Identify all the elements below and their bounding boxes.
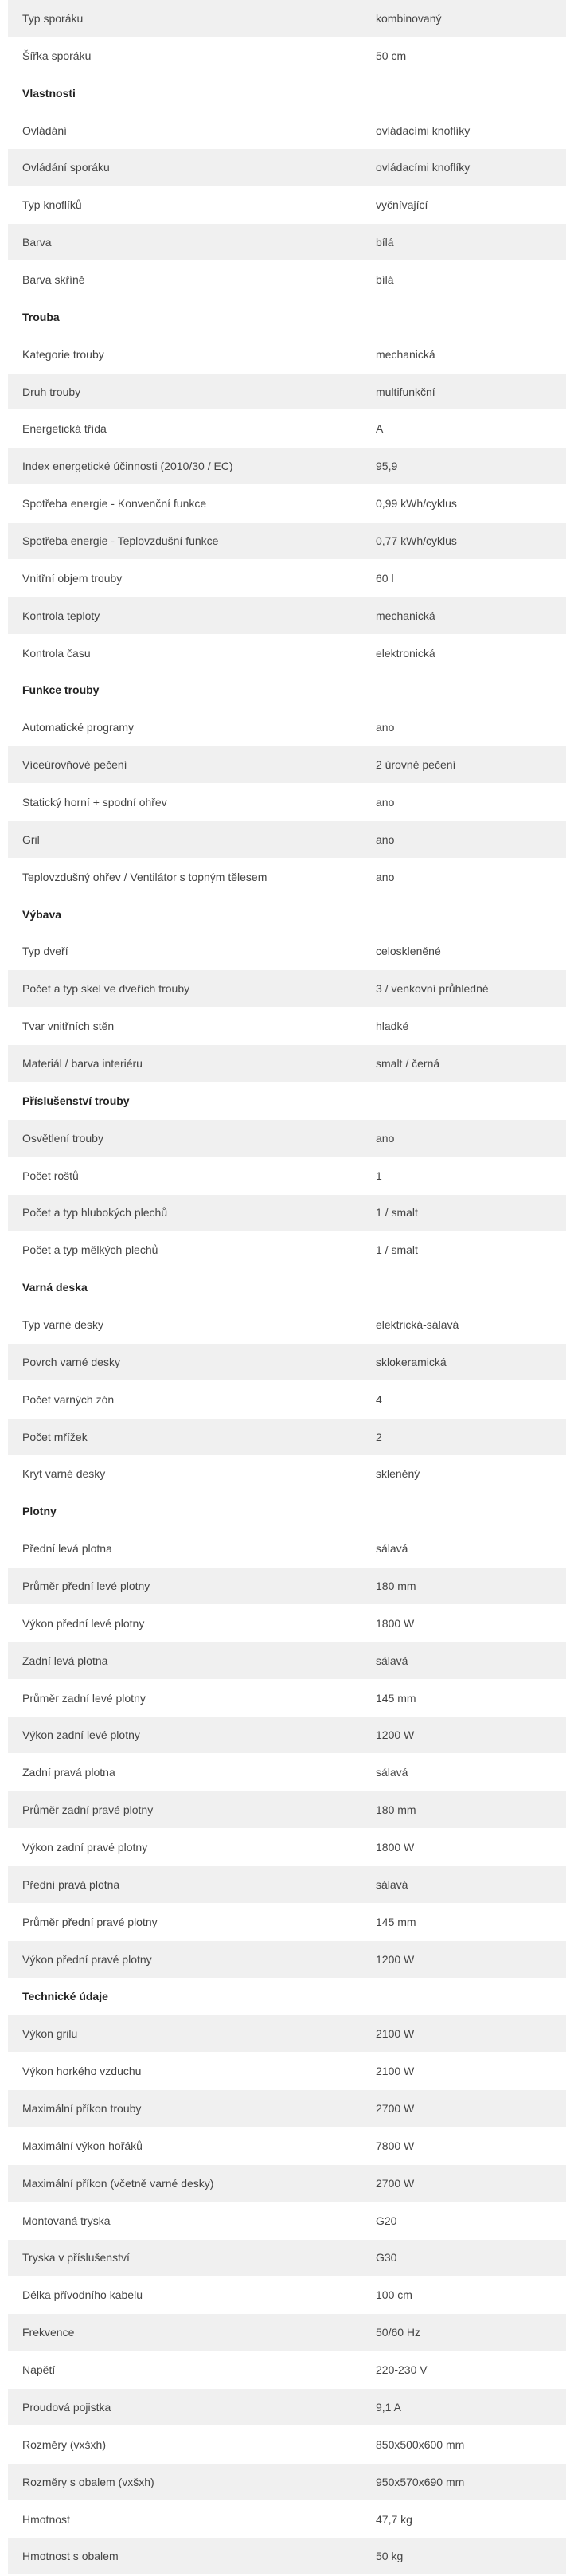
spec-label: Počet a typ mělkých plechů bbox=[22, 1243, 158, 1257]
spec-label: Ovládání sporáku bbox=[22, 161, 110, 174]
spec-row bbox=[8, 859, 566, 896]
spec-value: 9,1 A bbox=[376, 2400, 401, 2414]
spec-value: 50/60 Hz bbox=[376, 2326, 421, 2339]
spec-value: hladké bbox=[376, 1020, 409, 1033]
spec-label: Spotřeba energie - Teplovzdušní funkce bbox=[22, 534, 219, 547]
spec-label: Druh trouby bbox=[22, 385, 81, 398]
spec-value: 100 cm bbox=[376, 2288, 412, 2302]
spec-row bbox=[8, 1866, 566, 1904]
spec-label: Maximální výkon hořáků bbox=[22, 2139, 143, 2152]
spec-row bbox=[8, 2015, 566, 2053]
spec-label: Rozměry (vxšxh) bbox=[22, 2437, 107, 2451]
spec-row bbox=[8, 0, 566, 37]
spec-label: Počet a typ skel ve dveřích trouby bbox=[22, 982, 190, 996]
spec-value: 2 úrovně pečení bbox=[376, 758, 456, 772]
spec-label: Index energetické účinnosti (2010/30 / EC) bbox=[22, 460, 233, 473]
spec-value: 1200 W bbox=[376, 1952, 415, 1966]
spec-value: 145 mm bbox=[376, 1691, 416, 1705]
spec-value: 60 l bbox=[376, 571, 394, 585]
section-title: Funkce trouby bbox=[22, 683, 100, 697]
spec-value: 1800 W bbox=[376, 1841, 415, 1854]
spec-value: 0,77 kWh/cyklus bbox=[376, 534, 457, 547]
spec-value: elektronická bbox=[376, 646, 435, 660]
spec-label: Hmotnost bbox=[22, 2512, 70, 2526]
spec-label: Přední pravá plotna bbox=[22, 1877, 120, 1891]
spec-row bbox=[8, 523, 566, 560]
spec-value: 7800 W bbox=[376, 2139, 415, 2152]
spec-value: G30 bbox=[376, 2251, 397, 2265]
spec-label: Průměr zadní levé plotny bbox=[22, 1691, 146, 1705]
spec-row bbox=[8, 1642, 566, 1680]
spec-row bbox=[8, 1306, 566, 1344]
spec-row bbox=[8, 2090, 566, 2128]
spec-value: 47,7 kg bbox=[376, 2512, 412, 2526]
spec-row bbox=[8, 635, 566, 672]
spec-value: G20 bbox=[376, 2214, 397, 2227]
spec-value: vyčnívající bbox=[376, 198, 428, 212]
spec-label: Průměr zadní pravé plotny bbox=[22, 1803, 154, 1817]
spec-label: Barva bbox=[22, 236, 52, 249]
spec-value: 2700 W bbox=[376, 2102, 415, 2116]
spec-value: kombinovaný bbox=[376, 11, 442, 25]
spec-label: Teplovzdušný ohřev / Ventilátor s topným tělesem bbox=[22, 870, 267, 883]
section-header bbox=[8, 896, 566, 934]
section-header bbox=[8, 1979, 566, 2016]
spec-value: 1200 W bbox=[376, 1728, 415, 1742]
spec-label: Průměr přední pravé plotny bbox=[22, 1915, 158, 1928]
spec-label: Typ dveří bbox=[22, 945, 68, 958]
spec-row bbox=[8, 1045, 566, 1082]
spec-value: 50 cm bbox=[376, 49, 407, 62]
spec-row bbox=[8, 261, 566, 299]
spec-row bbox=[8, 2165, 566, 2202]
section-header bbox=[8, 75, 566, 112]
spec-label: Víceúrovňové pečení bbox=[22, 758, 127, 772]
spec-row bbox=[8, 1530, 566, 1568]
spec-value: ano bbox=[376, 1131, 395, 1145]
spec-label: Statický horní + spodní ohřev bbox=[22, 795, 167, 808]
section-title: Výbava bbox=[22, 907, 62, 921]
spec-value: 1 / smalt bbox=[376, 1206, 418, 1219]
spec-value: 850x500x600 mm bbox=[376, 2437, 465, 2451]
section-header bbox=[8, 1082, 566, 1120]
spec-row bbox=[8, 448, 566, 485]
spec-row bbox=[8, 112, 566, 150]
spec-label: Počet mřížek bbox=[22, 1430, 88, 1443]
spec-label: Zadní levá plotna bbox=[22, 1654, 108, 1667]
spec-row bbox=[8, 1195, 566, 1232]
spec-label: Automatické programy bbox=[22, 721, 135, 734]
spec-value: sálavá bbox=[376, 1654, 408, 1667]
spec-row bbox=[8, 1157, 566, 1195]
spec-value: skleněný bbox=[376, 1467, 420, 1481]
spec-row bbox=[8, 1344, 566, 1381]
spec-label: Osvětlení trouby bbox=[22, 1131, 103, 1145]
spec-value: celoskleněné bbox=[376, 945, 441, 958]
spec-label: Gril bbox=[22, 832, 40, 846]
spec-row bbox=[8, 2202, 566, 2240]
spec-value: 4 bbox=[376, 1392, 382, 1406]
spec-row bbox=[8, 410, 566, 448]
spec-label: Spotřeba energie - Konvenční funkce bbox=[22, 497, 207, 511]
section-title: Plotny bbox=[22, 1505, 57, 1518]
spec-value: elektrická-sálavá bbox=[376, 1318, 459, 1331]
spec-row bbox=[8, 1754, 566, 1791]
spec-value: smalt / černá bbox=[376, 1056, 440, 1070]
spec-row bbox=[8, 1941, 566, 1979]
spec-row bbox=[8, 2314, 566, 2351]
spec-row bbox=[8, 2426, 566, 2464]
spec-row bbox=[8, 821, 566, 859]
spec-label: Ovládání bbox=[22, 123, 68, 137]
spec-value: 2 bbox=[376, 1430, 382, 1443]
spec-label: Kryt varné desky bbox=[22, 1467, 106, 1481]
spec-value: ovládacími knoflíky bbox=[376, 161, 471, 174]
spec-label: Proudová pojistka bbox=[22, 2400, 111, 2414]
spec-label: Montovaná tryska bbox=[22, 2214, 111, 2227]
section-title: Varná deska bbox=[22, 1281, 88, 1294]
spec-row bbox=[8, 1568, 566, 1605]
spec-value: 50 kg bbox=[376, 2550, 404, 2563]
spec-row bbox=[8, 1791, 566, 1829]
spec-value: 1800 W bbox=[376, 1616, 415, 1630]
spec-row bbox=[8, 1381, 566, 1419]
spec-row bbox=[8, 336, 566, 374]
spec-row bbox=[8, 224, 566, 261]
spec-value: 180 mm bbox=[376, 1803, 416, 1817]
spec-label: Délka přívodního kabelu bbox=[22, 2288, 143, 2302]
spec-label: Typ varné desky bbox=[22, 1318, 103, 1331]
spec-label: Tvar vnitřních stěn bbox=[22, 1020, 115, 1033]
spec-label: Výkon grilu bbox=[22, 2027, 78, 2041]
spec-row bbox=[8, 1717, 566, 1755]
spec-value: ano bbox=[376, 870, 395, 883]
spec-row bbox=[8, 1605, 566, 1642]
spec-label: Počet a typ hlubokých plechů bbox=[22, 1206, 168, 1219]
spec-value: bílá bbox=[376, 236, 394, 249]
spec-row bbox=[8, 2389, 566, 2426]
spec-label: Počet varných zón bbox=[22, 1392, 115, 1406]
spec-value: 95,9 bbox=[376, 460, 398, 473]
spec-row bbox=[8, 2053, 566, 2090]
spec-label: Hmotnost s obalem bbox=[22, 2550, 119, 2563]
spec-value: sálavá bbox=[376, 1877, 408, 1891]
spec-label: Výkon přední levé plotny bbox=[22, 1616, 145, 1630]
spec-row bbox=[8, 1680, 566, 1717]
spec-value: 1 / smalt bbox=[376, 1243, 418, 1257]
spec-row bbox=[8, 37, 566, 75]
spec-value: multifunkční bbox=[376, 385, 435, 398]
spec-row bbox=[8, 709, 566, 746]
spec-value: 950x570x690 mm bbox=[376, 2475, 465, 2488]
spec-value: ovládacími knoflíky bbox=[376, 123, 471, 137]
spec-value: sklokeramická bbox=[376, 1355, 447, 1368]
spec-value: 3 / venkovní průhledné bbox=[376, 982, 489, 996]
spec-row bbox=[8, 1419, 566, 1456]
spec-label: Výkon zadní pravé plotny bbox=[22, 1841, 148, 1854]
spec-row bbox=[8, 933, 566, 970]
spec-label: Výkon přední pravé plotny bbox=[22, 1952, 152, 1966]
spec-row bbox=[8, 2501, 566, 2539]
section-title: Technické údaje bbox=[22, 1990, 108, 2003]
section-title: Vlastnosti bbox=[22, 86, 76, 100]
spec-row bbox=[8, 374, 566, 411]
spec-row bbox=[8, 2464, 566, 2501]
spec-label: Napětí bbox=[22, 2363, 56, 2377]
spec-row bbox=[8, 970, 566, 1008]
section-header bbox=[8, 1269, 566, 1306]
spec-label: Barva skříně bbox=[22, 272, 85, 286]
spec-row bbox=[8, 1008, 566, 1045]
spec-label: Zadní pravá plotna bbox=[22, 1766, 115, 1779]
spec-row bbox=[8, 1829, 566, 1866]
spec-value: A bbox=[376, 422, 384, 436]
spec-row bbox=[8, 1120, 566, 1157]
spec-label: Povrch varné desky bbox=[22, 1355, 120, 1368]
spec-value: 180 mm bbox=[376, 1580, 416, 1593]
spec-value: 2100 W bbox=[376, 2065, 415, 2078]
spec-label: Kategorie trouby bbox=[22, 347, 104, 361]
spec-row bbox=[8, 560, 566, 597]
spec-row bbox=[8, 597, 566, 635]
spec-row bbox=[8, 1904, 566, 1941]
spec-label: Rozměry s obalem (vxšxh) bbox=[22, 2475, 154, 2488]
spec-value: ano bbox=[376, 721, 395, 734]
section-header bbox=[8, 299, 566, 336]
spec-label: Typ knoflíků bbox=[22, 198, 82, 212]
spec-value: bílá bbox=[376, 272, 394, 286]
spec-label: Kontrola teploty bbox=[22, 609, 100, 622]
spec-label: Materiál / barva interiéru bbox=[22, 1056, 143, 1070]
spec-label: Typ sporáku bbox=[22, 11, 84, 25]
spec-row bbox=[8, 2128, 566, 2165]
spec-row bbox=[8, 485, 566, 523]
spec-label: Průměr přední levé plotny bbox=[22, 1580, 150, 1593]
spec-row bbox=[8, 746, 566, 784]
spec-label: Frekvence bbox=[22, 2326, 75, 2339]
spec-label: Přední levá plotna bbox=[22, 1542, 112, 1556]
spec-label: Maximální příkon trouby bbox=[22, 2102, 142, 2116]
spec-value: ano bbox=[376, 795, 395, 808]
spec-value: 2700 W bbox=[376, 2176, 415, 2190]
spec-row bbox=[8, 2277, 566, 2314]
spec-label: Vnitřní objem trouby bbox=[22, 571, 123, 585]
spec-row bbox=[8, 1456, 566, 1494]
spec-label: Počet roštů bbox=[22, 1169, 79, 1182]
spec-value: sálavá bbox=[376, 1766, 408, 1779]
spec-table bbox=[8, 0, 566, 2575]
spec-row bbox=[8, 2240, 566, 2277]
spec-label: Kontrola času bbox=[22, 646, 91, 660]
section-header bbox=[8, 1493, 566, 1530]
spec-value: mechanická bbox=[376, 347, 435, 361]
spec-row bbox=[8, 1231, 566, 1269]
spec-label: Výkon zadní levé plotny bbox=[22, 1728, 140, 1742]
spec-value: ano bbox=[376, 832, 395, 846]
spec-row bbox=[8, 2351, 566, 2389]
spec-row bbox=[8, 784, 566, 821]
spec-label: Šířka sporáku bbox=[22, 49, 92, 62]
spec-row bbox=[8, 2538, 566, 2575]
section-title: Příslušenství trouby bbox=[22, 1094, 130, 1107]
section-header bbox=[8, 671, 566, 709]
spec-label: Energetická třída bbox=[22, 422, 107, 436]
spec-value: 1 bbox=[376, 1169, 382, 1182]
spec-label: Maximální příkon (včetně varné desky) bbox=[22, 2176, 214, 2190]
spec-value: 0,99 kWh/cyklus bbox=[376, 497, 457, 511]
spec-value: 145 mm bbox=[376, 1915, 416, 1928]
spec-row bbox=[8, 149, 566, 186]
spec-value: mechanická bbox=[376, 609, 435, 622]
section-title: Trouba bbox=[22, 310, 60, 323]
spec-label: Výkon horkého vzduchu bbox=[22, 2065, 142, 2078]
spec-value: 220-230 V bbox=[376, 2363, 428, 2377]
spec-row bbox=[8, 186, 566, 224]
spec-value: 2100 W bbox=[376, 2027, 415, 2041]
spec-label: Tryska v příslušenství bbox=[22, 2251, 130, 2265]
spec-value: sálavá bbox=[376, 1542, 408, 1556]
